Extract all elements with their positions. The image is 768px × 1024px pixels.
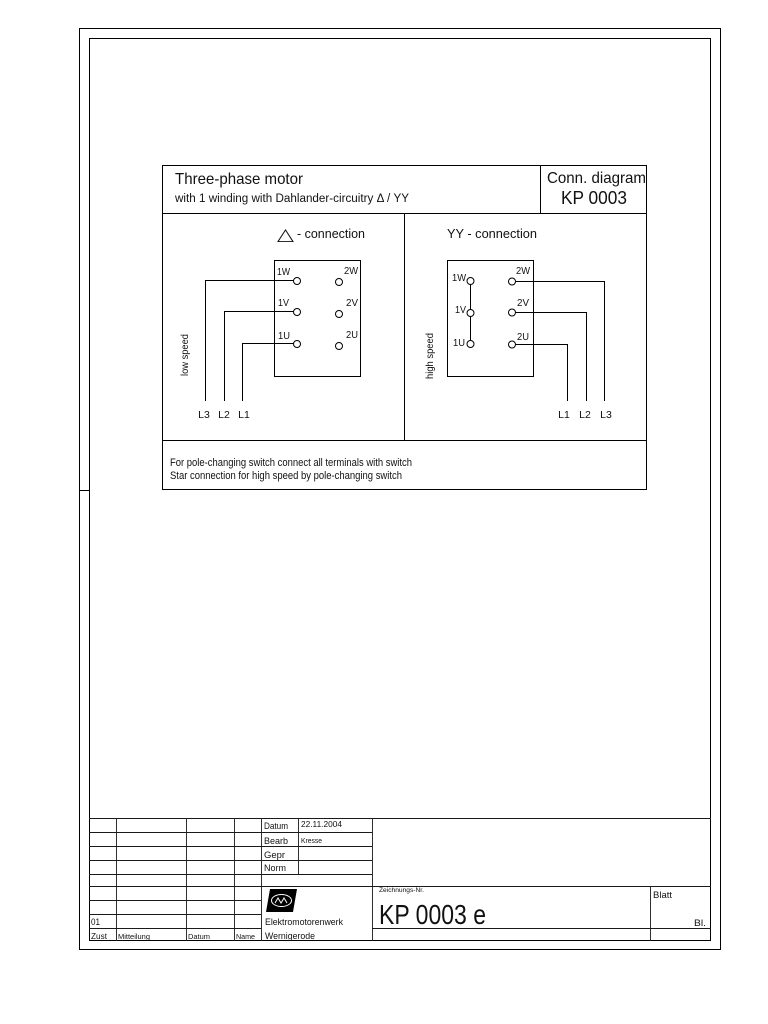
drawn-by-value: Kresse — [301, 838, 323, 845]
terminal-label-1v: 1V — [278, 297, 289, 309]
column-label-message: Mitteilung — [118, 932, 150, 941]
delta-panel-title: - connection — [297, 226, 365, 241]
terminal-1w — [467, 278, 474, 285]
speed-label-high: high speed — [425, 330, 436, 379]
checked-label: Gepr — [264, 850, 285, 861]
terminal-label-1v: 1V — [455, 304, 466, 316]
terminal-label-2u: 2U — [346, 329, 358, 341]
terminal-1v — [294, 309, 301, 316]
yy-connection-panel — [425, 226, 612, 421]
terminal-label-2v: 2V — [346, 297, 358, 309]
terminal-label-1w: 1W — [452, 272, 467, 284]
supply-label-l2: L2 — [218, 409, 230, 421]
connection-diagram — [162, 165, 647, 490]
delta-connection-panel — [180, 225, 365, 421]
terminal-1w — [294, 278, 301, 285]
supply-label-l1: L1 — [558, 409, 570, 421]
document-number: KP 0003 — [561, 188, 627, 208]
supply-label-l3: L3 — [600, 409, 612, 421]
note-line-2: Star connection for high speed by pole-changing switch — [170, 470, 402, 482]
terminal-2v — [336, 311, 343, 318]
document-type: Conn. diagram — [547, 170, 646, 187]
wire-2v-to-l2 — [516, 313, 587, 402]
company-logo-shape — [266, 889, 297, 912]
terminal-label-2w: 2W — [344, 265, 359, 277]
sheet-short-label: Bl. — [694, 918, 706, 928]
sheet-label: Blatt — [653, 890, 673, 901]
drawn-by-label: Bearb — [264, 836, 288, 847]
drawing-number: KP 0003 e — [379, 899, 486, 930]
company-logo — [266, 889, 297, 912]
revision-index: 01 — [91, 917, 100, 927]
terminal-label-1u: 1U — [453, 337, 465, 349]
column-label-status: Zust — [91, 932, 108, 941]
terminal-2w — [509, 278, 516, 285]
delta-symbol: △ — [277, 225, 296, 245]
norm-label: Norm — [264, 863, 287, 874]
company-location: Wernigerode — [265, 931, 315, 942]
terminal-label-2u: 2U — [517, 331, 529, 343]
note-line-1: For pole-changing switch connect all terminals with switch — [170, 457, 412, 469]
wire-1u-to-l1 — [243, 344, 294, 402]
date-value: 22.11.2004 — [301, 820, 343, 829]
terminal-label-1w: 1W — [277, 266, 291, 278]
terminal-2u — [336, 343, 343, 350]
date-label: Datum — [264, 821, 289, 832]
title-block — [89, 818, 711, 942]
terminal-label-2w: 2W — [516, 265, 531, 277]
terminal-1v — [467, 310, 474, 317]
supply-label-l1: L1 — [238, 409, 250, 421]
terminal-2v — [509, 309, 516, 316]
wire-1v-to-l2 — [225, 312, 294, 402]
column-label-date: Datum — [188, 932, 210, 941]
terminal-2u — [509, 341, 516, 348]
column-label-name: Name — [236, 932, 255, 941]
diagram-title: Three-phase motor — [175, 171, 304, 188]
wire-2u-to-l1 — [516, 345, 568, 402]
speed-label-low: low speed — [180, 330, 191, 376]
supply-label-l3: L3 — [198, 409, 210, 421]
yy-panel-title: YY - connection — [447, 226, 537, 241]
company-name: Elektromotorenwerk — [265, 917, 344, 928]
terminal-1u — [294, 341, 301, 348]
supply-label-l2: L2 — [579, 409, 591, 421]
drawing-number-label: Zeichnungs-Nr. — [379, 888, 425, 894]
diagram-subtitle: with 1 winding with Dahlander-circuitry Δ / YY — [173, 193, 410, 205]
terminal-1u — [467, 341, 474, 348]
terminal-label-1u: 1U — [278, 330, 290, 342]
terminal-2w — [336, 279, 343, 286]
terminal-label-2v: 2V — [517, 297, 529, 309]
